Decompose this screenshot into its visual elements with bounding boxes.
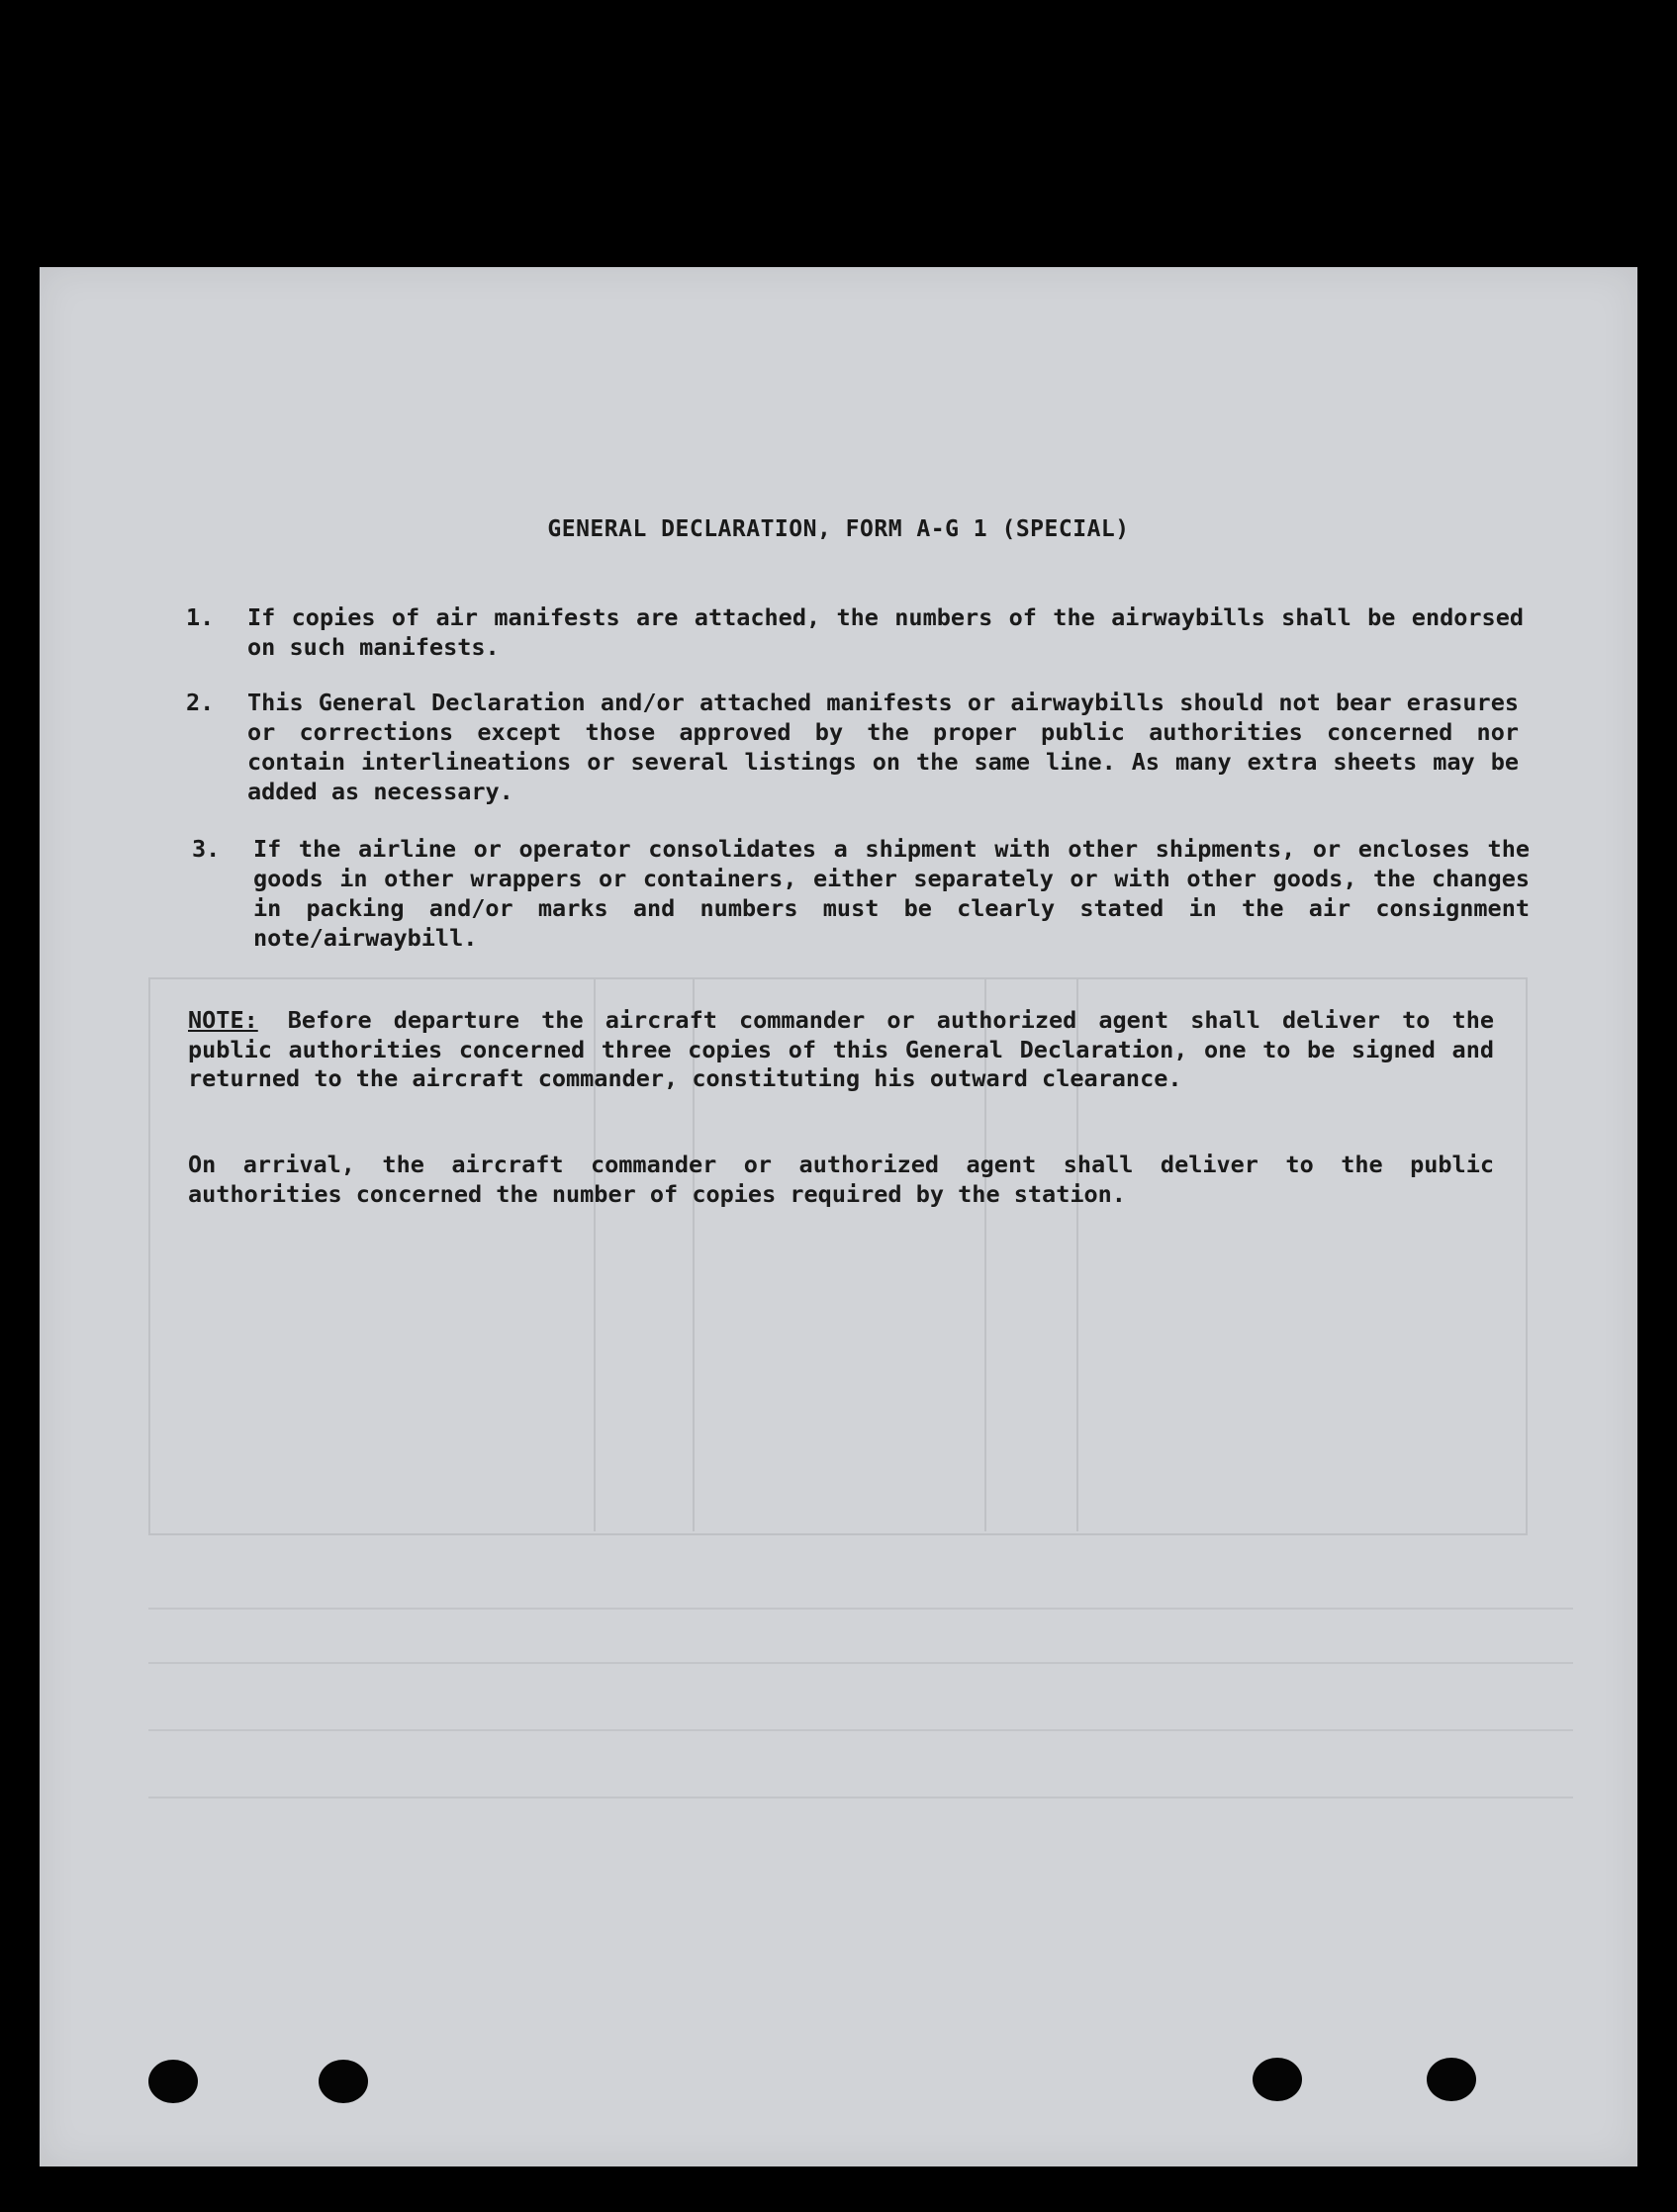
show-through-line — [148, 1729, 1573, 1731]
item-number: 3. — [192, 835, 221, 863]
note-text: Before departure the aircraft commander or authorized agent shall deliver to the public authorities concerned three copies of this General Declaration, one to be signed and returned to the aircraft commander, constituting his outward clearance. — [188, 1006, 1494, 1092]
item-text: If the airline or operator consolidates a shipment with other shipments, or encloses the goods in other wrappers or containers, either separately or with other goods, the changes in packing and/or marks and numbers must be clearly stated in the air consignment note/airwaybill. — [253, 835, 1530, 952]
arrival-paragraph — [188, 1151, 1494, 1209]
item-number: 1. — [186, 603, 215, 631]
form-title: GENERAL DECLARATION, FORM A-G 1 (SPECIAL) — [547, 516, 1130, 542]
show-through-line — [148, 1662, 1573, 1664]
instruction-item-1 — [186, 602, 1524, 662]
item-number: 2. — [186, 689, 215, 716]
show-through-line — [148, 1608, 1573, 1610]
item-text: This General Declaration and/or attached manifests or airwaybills should not bear erasures or corrections except those approved by the proper public authorities concerned nor contain interlineations or several listings on the same line. As many extra sheets may be added as necessary. — [247, 689, 1519, 805]
item-text: If copies of air manifests are attached, the numbers of the airwaybills shall be endorsed on such manifests. — [247, 603, 1524, 661]
punch-hole — [319, 2060, 368, 2103]
show-through-line — [148, 1797, 1573, 1798]
instruction-item-2 — [186, 688, 1519, 806]
document-sheet — [40, 267, 1637, 2166]
note-paragraph — [188, 1006, 1494, 1094]
instruction-item-3 — [192, 834, 1530, 953]
punch-hole — [1427, 2058, 1476, 2101]
punch-hole — [148, 2060, 198, 2103]
punch-hole — [1253, 2058, 1302, 2101]
arrival-text: On arrival, the aircraft commander or authorized agent shall deliver to the public authorities concerned the number of copies required by the station. — [188, 1151, 1494, 1208]
note-label: NOTE: — [188, 1006, 258, 1034]
